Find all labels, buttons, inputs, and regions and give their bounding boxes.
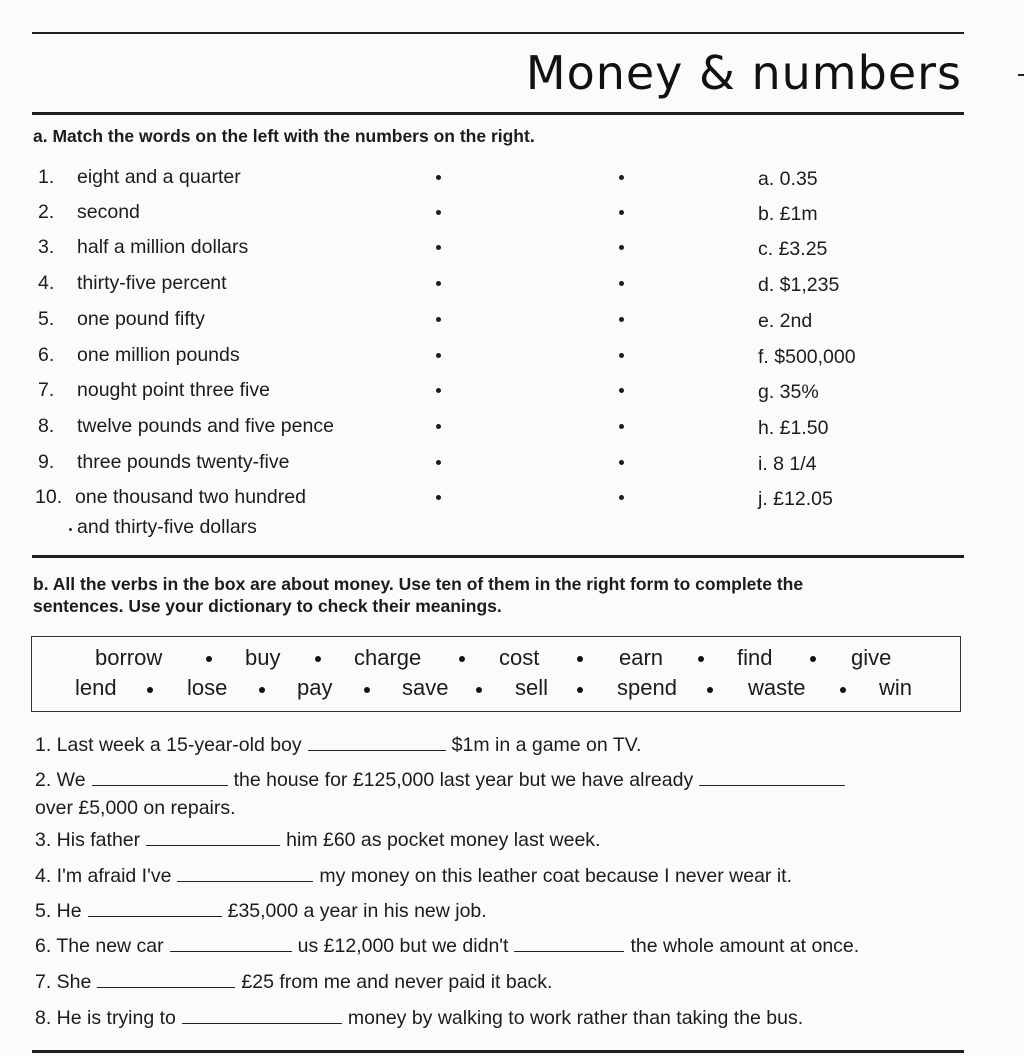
item-words: second	[77, 201, 140, 223]
list-item	[0, 486, 1024, 546]
separator-dot	[259, 687, 265, 693]
separator-dot	[147, 687, 153, 693]
match-dot-left[interactable]	[436, 317, 441, 322]
sentence-text: him £60 as pocket money last week.	[286, 829, 601, 851]
item-answer: j. £12.05	[758, 488, 833, 510]
separator-dot	[707, 687, 713, 693]
sentence-3	[35, 829, 600, 852]
separator-dot	[315, 656, 321, 662]
item-words: one pound fifty	[77, 308, 205, 330]
match-dot-right[interactable]	[619, 424, 624, 429]
sentence-text: 5. He	[35, 900, 82, 922]
answer-blank[interactable]	[97, 971, 235, 988]
verb-word: lend	[75, 675, 117, 700]
item-number: 4.	[38, 272, 55, 294]
list-item	[0, 308, 1024, 344]
sentence-text: 2. We	[35, 769, 86, 791]
section-divider	[32, 555, 964, 558]
sentence-text: the whole amount at once.	[630, 935, 860, 957]
match-dot-right[interactable]	[619, 388, 624, 393]
match-dot-left[interactable]	[436, 353, 441, 358]
list-item	[0, 451, 1024, 487]
sentence-6	[35, 935, 859, 958]
verb-word: waste	[748, 675, 806, 700]
edge-mark	[1018, 74, 1024, 76]
item-number: 2.	[38, 201, 55, 223]
item-number: 5.	[38, 308, 55, 330]
match-dot-left[interactable]	[436, 388, 441, 393]
section-a-instruction: a. Match the words on the left with the numbers on the right.	[33, 126, 535, 146]
item-number: 10.	[35, 486, 63, 508]
separator-dot	[577, 687, 583, 693]
item-answer: c. £3.25	[758, 238, 828, 260]
verb-word: find	[737, 645, 773, 670]
item-answer: f. $500,000	[758, 346, 856, 368]
sentence-text: £25 from me and never paid it back.	[241, 971, 553, 993]
verb-word: charge	[354, 645, 422, 670]
item-words: one million pounds	[77, 344, 240, 366]
separator-dot	[364, 687, 370, 693]
sentence-text: 3. His father	[35, 829, 141, 851]
sentence-text: £35,000 a year in his new job.	[227, 900, 487, 922]
verb-word: sell	[515, 675, 549, 700]
separator-dot	[459, 656, 465, 662]
sentence-2-continuation: over £5,000 on repairs.	[35, 797, 236, 819]
separator-dot	[577, 656, 583, 662]
sentence-1	[35, 734, 641, 757]
list-item	[0, 379, 1024, 415]
sentence-text: 7. She	[35, 971, 92, 993]
answer-blank[interactable]	[92, 769, 228, 786]
item-words: thirty-five percent	[77, 272, 227, 294]
sentence-5	[35, 900, 487, 923]
item-answer: g. 35%	[758, 381, 819, 403]
answer-blank[interactable]	[308, 734, 446, 751]
item-number: 8.	[38, 415, 55, 437]
item-words: three pounds twenty-five	[77, 451, 290, 473]
match-dot-right[interactable]	[619, 245, 624, 250]
item-answer: i. 8 1/4	[758, 453, 817, 475]
sentence-text: 1. Last week a 15-year-old boy	[35, 734, 302, 756]
list-item	[0, 236, 1024, 272]
match-dot-right[interactable]	[619, 281, 624, 286]
match-dot-left[interactable]	[436, 495, 441, 500]
sentence-7	[35, 971, 552, 994]
item-number: 6.	[38, 344, 55, 366]
sentence-text: 6. The new car	[35, 935, 164, 957]
sentence-text: the house for £125,000 last year but we have already	[233, 769, 694, 791]
answer-blank[interactable]	[699, 769, 845, 786]
match-dot-left[interactable]	[436, 175, 441, 180]
verb-word: give	[851, 645, 892, 670]
list-item	[0, 415, 1024, 451]
verb-word: save	[402, 675, 449, 700]
item-number: 3.	[38, 236, 55, 258]
answer-blank[interactable]	[182, 1007, 342, 1024]
verb-word: pay	[297, 675, 333, 700]
item-number: 9.	[38, 451, 55, 473]
sentence-2	[35, 769, 851, 792]
item-answer: e. 2nd	[758, 310, 813, 332]
verb-word: win	[879, 675, 913, 700]
title-rule	[32, 112, 964, 115]
verb-word: earn	[619, 645, 664, 670]
verb-box	[31, 636, 961, 712]
match-dot-right[interactable]	[619, 210, 624, 215]
sentence-text: us £12,000 but we didn't	[297, 935, 509, 957]
sentence-text: my money on this leather coat because I never wear it.	[319, 865, 792, 887]
match-dot-left[interactable]	[436, 210, 441, 215]
sentence-text: $1m in a game on TV.	[451, 734, 642, 756]
separator-dot	[810, 656, 816, 662]
verb-word: spend	[617, 675, 677, 700]
item-answer: d. $1,235	[758, 274, 840, 296]
item-words: one thousand two hundred	[75, 486, 306, 508]
list-item	[0, 166, 1024, 202]
list-item	[0, 201, 1024, 237]
match-dot-right[interactable]	[619, 317, 624, 322]
match-dot-left[interactable]	[436, 281, 441, 286]
answer-blank[interactable]	[514, 935, 624, 952]
item-words: nought point three five	[77, 379, 270, 401]
item-number: 1.	[38, 166, 55, 188]
separator-dot	[476, 687, 482, 693]
verb-word: borrow	[95, 645, 163, 670]
verb-word: buy	[245, 645, 281, 670]
item-answer: h. £1.50	[758, 417, 829, 439]
item-words: half a million dollars	[77, 236, 249, 258]
item-number: 7.	[38, 379, 55, 401]
separator-dot	[206, 656, 212, 662]
item-words: twelve pounds and five pence	[77, 415, 334, 437]
sentence-4	[35, 865, 792, 888]
page-title: Money & numbers	[525, 46, 962, 100]
match-dot-right[interactable]	[619, 353, 624, 358]
verb-word: cost	[499, 645, 540, 670]
sentence-8	[35, 1007, 803, 1030]
separator-dot	[698, 656, 704, 662]
answer-blank[interactable]	[146, 829, 280, 846]
list-item	[0, 272, 1024, 308]
bottom-rule	[32, 1050, 964, 1053]
answer-blank[interactable]	[88, 900, 222, 917]
section-b-instruction-line-1: b. All the verbs in the box are about money. Use ten of them in the right form to complete the	[33, 574, 804, 594]
match-dot-left[interactable]	[436, 245, 441, 250]
answer-blank[interactable]	[177, 865, 313, 882]
match-dot-right[interactable]	[619, 495, 624, 500]
separator-dot	[840, 687, 846, 693]
item-answer: b. £1m	[758, 203, 818, 225]
item-answer: a. 0.35	[758, 168, 818, 190]
top-rule	[32, 32, 964, 34]
sentence-text: 8. He is trying to	[35, 1007, 176, 1029]
match-dot-right[interactable]	[619, 175, 624, 180]
match-dot-left[interactable]	[436, 424, 441, 429]
sentence-text: 4. I'm afraid I've	[35, 865, 172, 887]
item-words: eight and a quarter	[77, 166, 241, 188]
match-dot-left[interactable]	[436, 460, 441, 465]
match-dot-right[interactable]	[619, 460, 624, 465]
answer-blank[interactable]	[170, 935, 292, 952]
section-b-instruction-line-2: sentences. Use your dictionary to check their meanings.	[33, 596, 502, 616]
sentence-text: money by walking to work rather than taking the bus.	[347, 1007, 804, 1029]
verb-word: lose	[187, 675, 228, 700]
list-item	[0, 344, 1024, 380]
item-words-continuation: and thirty-five dollars	[77, 516, 257, 538]
